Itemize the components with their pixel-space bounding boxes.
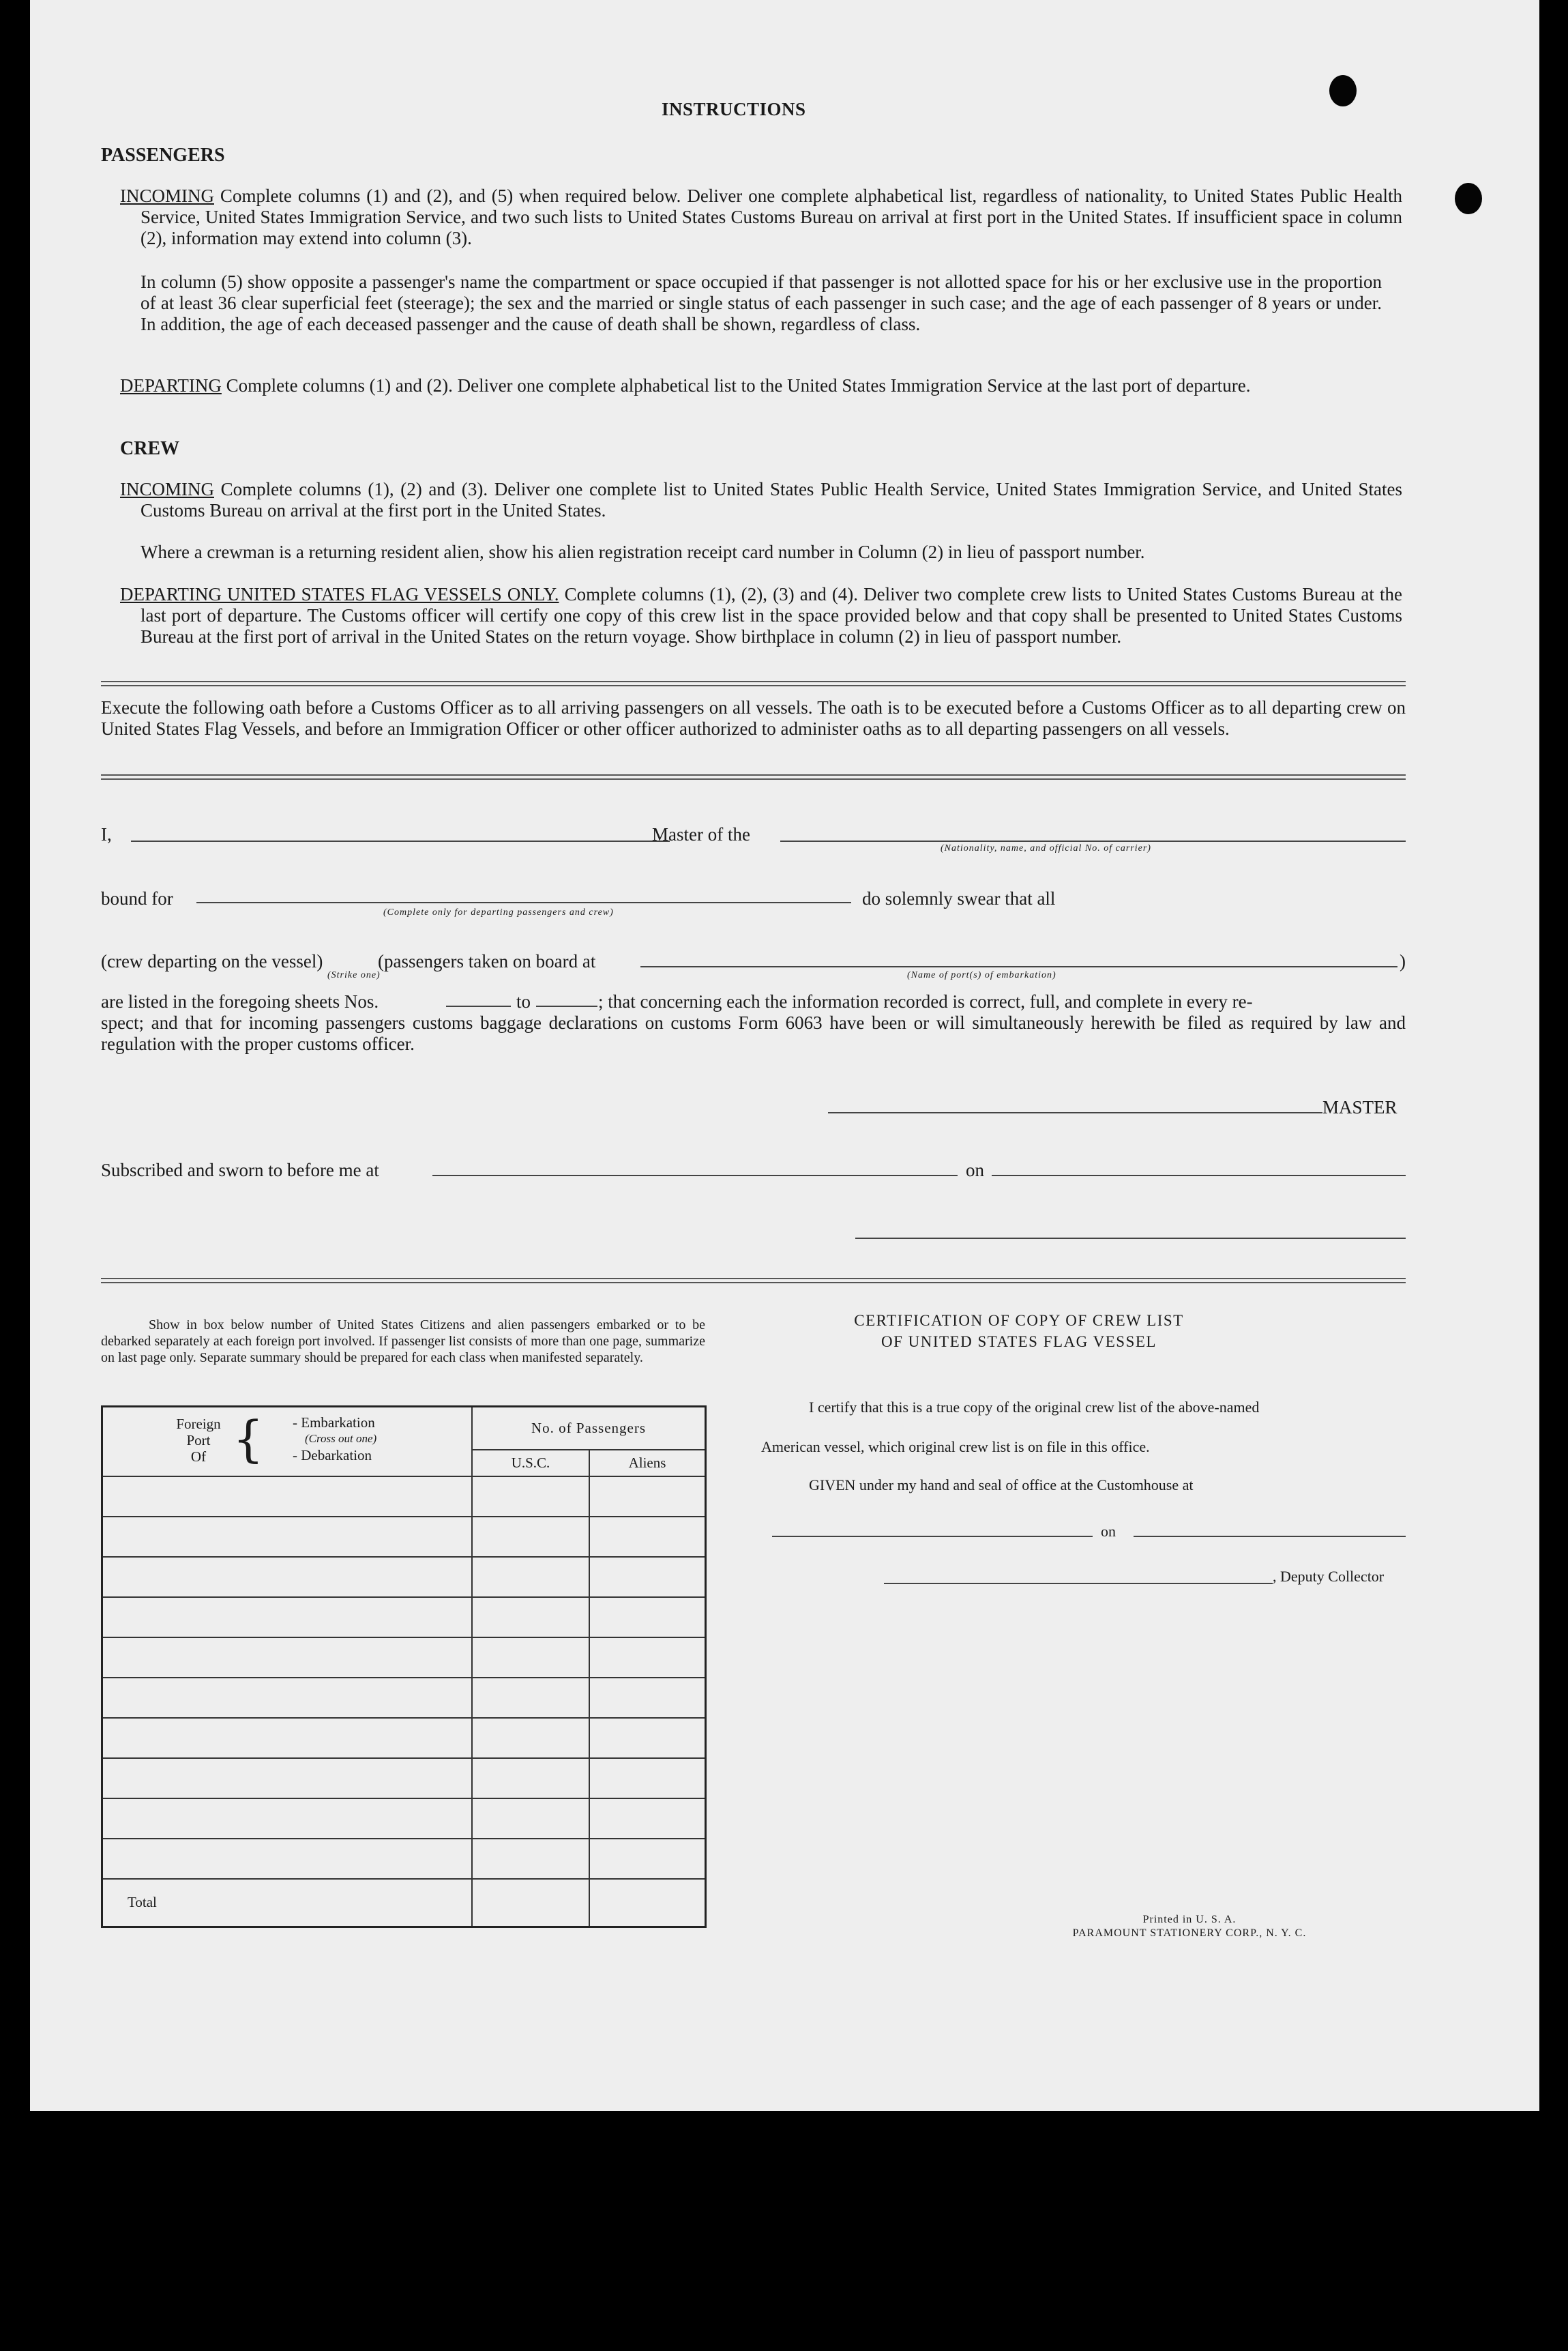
aliens-cell[interactable] (589, 1517, 706, 1557)
of-label: Of (190, 1448, 207, 1465)
master-of-the-label: Master of the (652, 824, 750, 845)
summary-note: Show in box below number of United States Citizens and alien passengers embarked or to be debarked separately at each foreign port involved. If passenger list consists of more than one page, summarize on last page only. Separate summary should be prepared for each class when manifested separately. (101, 1317, 705, 1365)
aliens-cell[interactable] (589, 1597, 706, 1637)
aliens-cell[interactable] (589, 1839, 706, 1879)
aliens-cell[interactable] (589, 1718, 706, 1758)
aliens-cell[interactable] (589, 1798, 706, 1839)
aliens-cell[interactable] (589, 1637, 706, 1678)
crew-departing-paragraph (120, 584, 1402, 647)
oath-i-label: I, (101, 824, 112, 845)
crew-incoming-text: Complete columns (1), (2) and (3). Deliver one complete list to United States Public Health Service, United States Immigration Service, and United States Customs Bureau on arrival at the first port in the United States. (140, 479, 1402, 521)
no-of-passengers-header: No. of Passengers (472, 1407, 706, 1450)
table-row (102, 1798, 706, 1839)
port-cell[interactable] (102, 1678, 473, 1718)
certification-title (787, 1310, 1251, 1352)
punch-hole (1329, 75, 1357, 106)
printer-imprint (1039, 1913, 1340, 1940)
table-row (102, 1597, 706, 1637)
sworn-on-label: on (966, 1160, 984, 1180)
port-cell[interactable] (102, 1718, 473, 1758)
crew-departing-text: Complete columns (1), (2), (3) and (4). Deliver two complete crew lists to United States Customs Bureau at the last port of departure. The Customs officer will certify one copy of this crew list in the space provided below and that copy shall be presented to United States Customs Bureau at the first port of arrival in the United States on the return voyage. Show birthplace in column (2) in lieu of passport number. (140, 584, 1402, 647)
incoming-label: INCOMING (120, 186, 214, 206)
passengers-departing-paragraph (120, 375, 1402, 396)
instructions-title: INSTRUCTIONS (662, 99, 806, 119)
port-label: Port (186, 1432, 211, 1448)
bound-for-hint: (Complete only for departing passengers and crew) (383, 907, 614, 918)
table-row (102, 1517, 706, 1557)
spect-paragraph: spect; and that for incoming passengers customs baggage declarations on customs Form 6063 have been or will simultaneously herewith be filed as required by law and regulation with the proper customs officer. (101, 1012, 1406, 1054)
port-hint: (Name of port(s) of embarkation) (907, 970, 1056, 980)
bound-for-field[interactable] (196, 902, 851, 903)
close-paren: ) (1400, 951, 1406, 972)
punch-hole (1455, 183, 1482, 214)
aliens-cell[interactable] (589, 1758, 706, 1798)
deputy-collector-label: , Deputy Collector (1273, 1568, 1385, 1585)
deputy-signature-field[interactable] (884, 1583, 1273, 1584)
total-label: Total (102, 1879, 473, 1927)
port-cell[interactable] (102, 1758, 473, 1798)
form-page (30, 0, 1539, 2111)
usc-cell[interactable] (472, 1557, 589, 1597)
certification-on-label: on (1101, 1523, 1116, 1540)
port-cell[interactable] (102, 1557, 473, 1597)
sheets-label: are listed in the foregoing sheets Nos. (101, 991, 379, 1012)
usc-cell[interactable] (472, 1517, 589, 1557)
table-row (102, 1758, 706, 1798)
table-row (102, 1476, 706, 1517)
usc-cell[interactable] (472, 1476, 589, 1517)
printer-line2: PARAMOUNT STATIONERY CORP., N. Y. C. (1072, 1927, 1307, 1939)
incoming-text: Complete columns (1) and (2), and (5) when required below. Deliver one complete alphabetical list, regardless of nationality, to United States Public Health Service, United States Immigration Service, and two such lists to United States Customs Bureau on arrival at first port in the United States. If insufficient space in column (2), information may extend into column (3). (140, 186, 1402, 248)
usc-cell[interactable] (472, 1637, 589, 1678)
port-cell[interactable] (102, 1798, 473, 1839)
column5-paragraph: In column (5) show opposite a passenger's name the compartment or space occupied if that passenger is not allotted space for his or her exclusive use in the proportion of at least 36 clear superficial feet (steerage); the sex and the married or single status of each passenger in such case; and the age of each passenger of 8 years or under. In addition, the age of each deceased passenger and the cause of death shall be shown, regardless of class. (140, 272, 1382, 334)
section-divider (101, 1278, 1406, 1283)
certification-line3: GIVEN under my hand and seal of office at the Customhouse at (809, 1476, 1194, 1493)
certification-line2: American vessel, which original crew list is on file in this office. (761, 1438, 1150, 1455)
customhouse-field[interactable] (772, 1536, 1093, 1537)
foreign-label: Foreign (176, 1416, 221, 1432)
master-signature-field[interactable] (828, 1112, 1322, 1113)
crew-departing-option: (crew departing on the vessel) (101, 951, 323, 972)
port-header (102, 1407, 473, 1477)
usc-cell[interactable] (472, 1758, 589, 1798)
certification-date-field[interactable] (1134, 1536, 1406, 1537)
section-divider (101, 774, 1406, 780)
total-row (102, 1879, 706, 1927)
embarkation-port-field[interactable] (640, 966, 1397, 967)
aliens-cell[interactable] (589, 1557, 706, 1597)
bound-for-label: bound for (101, 888, 173, 909)
carrier-field[interactable] (780, 841, 1406, 842)
swear-label: do solemnly swear that all (862, 888, 1056, 909)
departing-label: DEPARTING (120, 375, 222, 396)
departing-text: Complete columns (1) and (2). Deliver one complete alphabetical list to the United States Immigration Service at the last port of departure. (221, 375, 1251, 396)
master-label: MASTER (1322, 1097, 1397, 1118)
port-cell[interactable] (102, 1597, 473, 1637)
table-row (102, 1678, 706, 1718)
oath-intro: Execute the following oath before a Customs Officer as to all arriving passengers on all vessels. The oath is to be executed before a Customs Officer as to all departing crew on United States Flag Vessels, and before an Immigration Officer or other officer authorized to administer oaths as to all departing passengers on all vessels. (101, 697, 1406, 739)
strike-one-hint: (Strike one) (327, 970, 381, 980)
crew-incoming-label: INCOMING (120, 479, 214, 499)
certification-line1: I certify that this is a true copy of the original crew list of the above-named (809, 1399, 1260, 1416)
passengers-taken-option: (passengers taken on board at (378, 951, 596, 972)
port-cell[interactable] (102, 1517, 473, 1557)
usc-header: U.S.C. (472, 1450, 589, 1476)
resident-alien-paragraph: Where a crewman is a returning resident alien, show his alien registration receipt card number in Column (2) in lieu of passport number. (140, 542, 1145, 562)
master-name-field[interactable] (131, 841, 670, 842)
sworn-date-field[interactable] (992, 1175, 1406, 1176)
usc-cell[interactable] (472, 1839, 589, 1879)
usc-cell[interactable] (472, 1718, 589, 1758)
crew-incoming-paragraph (120, 479, 1402, 521)
passengers-incoming-paragraph (120, 186, 1402, 249)
sheets-to-label: to (516, 991, 531, 1012)
sheets-continuation: ; that concerning each the information recorded is correct, full, and complete in every re- (598, 991, 1253, 1012)
section-divider (101, 681, 1406, 686)
usc-cell[interactable] (472, 1678, 589, 1718)
aliens-total-cell[interactable] (589, 1879, 706, 1927)
table-row (102, 1637, 706, 1678)
aliens-cell[interactable] (589, 1476, 706, 1517)
aliens-header: Aliens (589, 1450, 706, 1476)
passenger-summary-table (101, 1405, 707, 1928)
officer-signature-field[interactable] (855, 1238, 1406, 1239)
table-row (102, 1839, 706, 1879)
usc-cell[interactable] (472, 1798, 589, 1839)
table-row (102, 1718, 706, 1758)
port-cell[interactable] (102, 1476, 473, 1517)
usc-cell[interactable] (472, 1597, 589, 1637)
aliens-cell[interactable] (589, 1678, 706, 1718)
port-cell[interactable] (102, 1839, 473, 1879)
cross-out-label: (Cross out one) (305, 1432, 377, 1445)
table-row (102, 1557, 706, 1597)
printer-line1: Printed in U. S. A. (1142, 1914, 1237, 1925)
embarkation-label: - Embarkation (293, 1414, 375, 1431)
debarkation-label: - Debarkation (293, 1447, 372, 1463)
sheet-to-field[interactable] (536, 1006, 597, 1007)
brace-icon: { (233, 1410, 264, 1467)
subscribed-label: Subscribed and sworn to before me at (101, 1160, 379, 1180)
port-cell[interactable] (102, 1637, 473, 1678)
certification-title-line2: OF UNITED STATES FLAG VESSEL (881, 1333, 1157, 1350)
passengers-heading: PASSENGERS (101, 145, 225, 166)
certification-title-line1: CERTIFICATION OF COPY OF CREW LIST (854, 1312, 1184, 1329)
crew-heading: CREW (120, 438, 180, 459)
crew-departing-label: DEPARTING UNITED STATES FLAG VESSELS ONLY. (120, 584, 559, 604)
sheet-from-field[interactable] (446, 1006, 511, 1007)
usc-total-cell[interactable] (472, 1879, 589, 1927)
carrier-hint: (Nationality, name, and official No. of carrier) (941, 843, 1151, 853)
sworn-place-field[interactable] (432, 1175, 958, 1176)
